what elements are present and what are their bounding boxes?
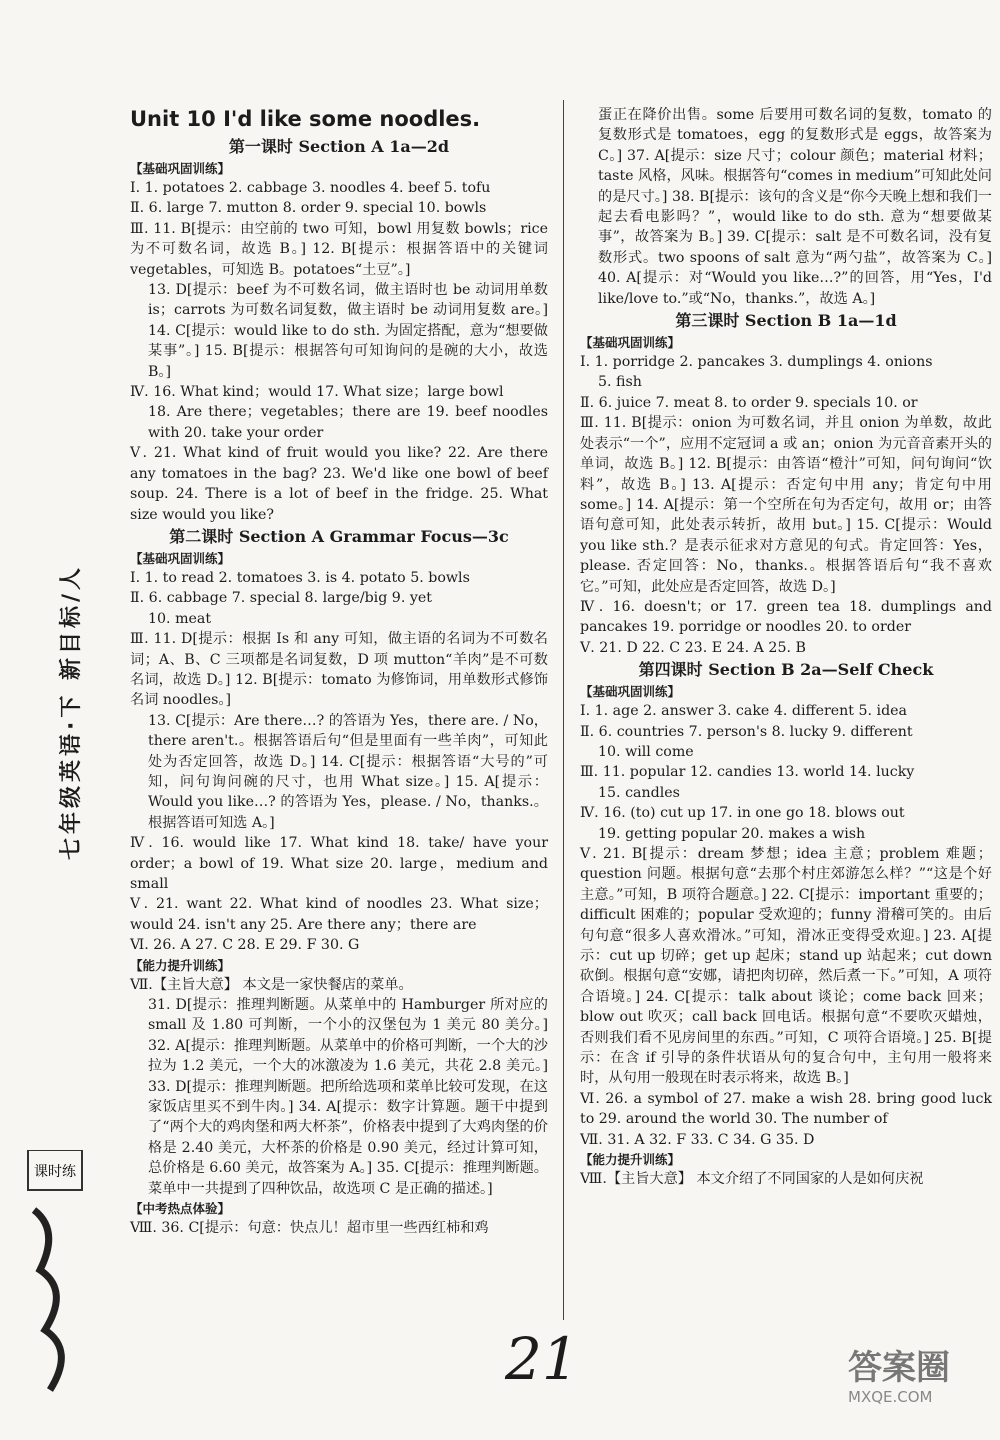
left-column	[130, 105, 548, 1239]
left-answer-line: Ⅴ. 21. want 22. What kind of noodles 23. What size；would 24. isn't any 25. Are there any；there are	[130, 896, 548, 933]
right-answer-line: Ⅱ. 6. juice 7. meat 8. to order 9. specials 10. or	[580, 394, 918, 411]
left-answer-line: Ⅶ.【主旨大意】 本文是一家快餐店的菜单。	[130, 976, 413, 993]
left-section-label: 【中考热点体验】	[130, 1201, 231, 1217]
left-answer-line: Ⅱ. 6. cabbage 7. special 8. large/big 9. yet	[130, 590, 432, 607]
left-answer-line: Ⅴ. 21. What kind of fruit would you like? 22. Are there any tomatoes in the bag? 23. We'd like one bowl of beef soup. 24. There is a lot of beef in the fridge. 25. What size would you like?	[130, 445, 548, 523]
right-answer-line: Ⅰ. 1. porridge 2. pancakes 3. dumplings 4. onions	[580, 354, 933, 371]
right-answer-line: Ⅳ. 16. (to) cut up 17. in one go 18. blows out	[580, 805, 905, 822]
watermark-url: MXQE.COM	[848, 1388, 933, 1406]
right-answer-line: Ⅰ. 1. age 2. answer 3. cake 4. different 5. idea	[580, 703, 908, 720]
left-section-label: 【基础巩固训练】	[130, 161, 231, 176]
right-answer-line: Ⅲ. 11. B[提示：onion 为可数名词，并且 onion 为单数，故此处表示“一个”，应用不定冠词 a 或 an；onion 为元音音素开头的单词，故选 B。] 12. B[提示：由答语“橙汁”可知，问句询问“饮料”，故选 B。] 13. A[提示：否定句中用 any；肯定句中用 some。] 14. A[提示：第一个空所在句为否定句，故用 or；由答语句意可知，此处表示转折，故用 but。] 15. C[提示：Would you like sth.？是表示征求对方意见的句式。肯定回答：Yes，please. 否定回答：No，thanks.。根据答语后句“我不喜欢它。”可知，此处应是否定回答，故选 D。]	[580, 415, 992, 595]
right-answer-line: Ⅶ. 31. A 32. F 33. C 34. G 35. D	[580, 1131, 815, 1148]
right-column-body	[580, 105, 992, 1190]
column-divider	[563, 100, 564, 1320]
left-answer-line: Ⅷ. 36. C[提示：句意：快点儿！超市里一些西红柿和鸡	[130, 1220, 489, 1237]
spine-title: 七年级英语·下 新目标/人	[59, 563, 84, 860]
right-answer-paragraph: 10. will come	[598, 743, 694, 760]
left-answer-line: Ⅵ. 26. A 27. C 28. E 29. F 30. G	[130, 937, 360, 954]
right-answer-line: Ⅴ. 21. B[提示：dream 梦想；idea 主意；problem 难题；question 问题。根据句意“去那个村庄郊游怎么样？”“这是个好主意。”可知，B 项符合题意。] 22. C[提示：important 重要的；difficult 困难的；popular 受欢迎的；funny 滑稽可笑的。由后句句意“很多人喜欢滑冰。”可知，滑冰正变得受欢迎。] 23. A[提示：cut up 切碎；get up 起床；stand up 站起来；cut down 砍倒。根据句意“安娜，请把肉切碎，然后煮一下。”可知，A 项符合语境。] 24. C[提示：talk about 谈论；come back 回来；blow out 吹灭；call back 回电话。根据句意“不要吹灭蜡烛，否则我们看不见房间里的东西。”可知，C 项符合语境。] 25. B[提示：在含 if 引导的条件状语从句的复合句中，主句用一般将来时，从句用一般现在时表示将来，故选 B。]	[580, 846, 992, 1087]
right-answer-line: Ⅱ. 6. countries 7. person's 8. lucky 9. different	[580, 723, 913, 740]
left-answer-line: Ⅳ. 16. What kind；would 17. What size；large bowl	[130, 384, 504, 401]
right-answer-line: Ⅴ. 21. D 22. C 23. E 24. A 25. B	[580, 639, 806, 656]
right-section-label: 【能力提升训练】	[580, 1152, 681, 1168]
right-answer-line: Ⅵ. 26. a symbol of 27. make a wish 28. bring good luck to 29. around the world 30. The number of	[580, 1090, 992, 1128]
page-number: 21	[505, 1325, 579, 1393]
left-answer-line: Ⅰ. 1. potatoes 2. cabbage 3. noodles 4. beef 5. tofu	[130, 180, 491, 196]
left-answer-line: Ⅰ. 1. to read 2. tomatoes 3. is 4. potato 5. bowls	[130, 569, 470, 586]
right-lesson-heading: 第三课时 Section B 1a—1d	[675, 311, 897, 331]
right-answer-paragraph: 15. candles	[598, 784, 680, 801]
watermark-logo: 答案圈	[848, 1348, 950, 1388]
left-answer-line: Ⅲ. 11. B[提示：由空前的 two 可知，bowl 用复数 bowls；rice 为不可数名词，故选 B。] 12. B[提示：根据答语中的关键词 vegetables，可知选 B。potatoes“土豆”。]	[130, 220, 548, 278]
right-answer-line: Ⅳ. 16. doesn't；or 17. green tea 18. dumplings and pancakes 19. porridge or noodles 20. to order	[580, 598, 992, 636]
left-answer-paragraph: 13. C[提示：Are there…? 的答语为 Yes，there are. / No，there aren't.。根据答语后句“但是里面有一些羊肉”，可知此处为否定回答，故选 D。] 14. C[提示：根据答语“大号的”可知，问句询问碗的尺寸，也用 What size。] 15. A[提示：Would you like…? 的答语为 Yes，please. / No，thanks.。根据答语可知选 A。]	[148, 712, 548, 831]
right-answer-line: Ⅷ.【主旨大意】 本文介绍了不同国家的人是如何庆祝	[580, 1171, 924, 1188]
left-answer-paragraph: 13. D[提示：beef 为不可数名词，做主语时也 be 动词用单数 is；carrots 为可数名词复数，做主语时 be 动词用复数 are。] 14. C[提示：would like to do sth. 为固定搭配，意为“想要做某事”。] 15. B[提示：根据答句可知询问的是碗的大小，故选 B。]	[148, 282, 548, 380]
left-lesson-heading: 第一课时 Section A 1a—2d	[228, 137, 450, 156]
left-answer-paragraph: 18. Are there；vegetables；there are 19. beef noodles with 20. take your order	[148, 404, 548, 441]
left-column-body	[130, 135, 548, 1239]
right-column	[580, 105, 992, 1190]
right-lesson-heading: 第四课时 Section B 2a—Self Check	[638, 660, 934, 680]
right-section-label: 【基础巩固训练】	[580, 335, 681, 351]
left-answer-line: Ⅲ. 11. D[提示：根据 Is 和 any 可知，做主语的名词为不可数名词；A、B、C 三项都是名词复数，D 项 mutton“羊肉”是不可数名词，故选 D。] 12. B[提示：tomato 为修饰词，用单数形式修饰名词 noodles。]	[130, 631, 548, 709]
left-lesson-heading: 第二课时 Section A Grammar Focus—3c	[169, 526, 509, 546]
right-section-label: 【基础巩固训练】	[580, 684, 681, 700]
left-answer-paragraph: 31. D[提示：推理判断题。从菜单中的 Hamburger 所对应的 small 及 1.80 可判断，一个小的汉堡包为 1 美元 80 美分。] 32. A[提示：推理判断题。从菜单中的价格可判断，一个大的沙拉为 1.2 美元，一个大的冰激凌为 1.6 美元，共花 2.8 美元。] 33. D[提示：推理判断题。把所给选项和菜单比较可发现，在这家饭店里买不到牛肉。] 34. A[提示：数字计算题。题干中提到了“两个大的鸡肉堡和两大杯茶”，价格表中提到了大鸡肉堡的价格是 2.40 美元，大杯茶的价格是 0.90 美元，经过计算可知，总价格是 6.60 美元，故答案为 A。] 35. C[提示：推理判断题。菜单中一共提到了四种饮品，故选项 C 是正确的描述。]	[148, 997, 548, 1197]
brand-logo	[20, 1150, 90, 1400]
left-section-label: 【基础巩固训练】	[130, 550, 231, 566]
right-answer-paragraph: 5. fish	[598, 374, 642, 391]
right-answer-line: Ⅲ. 11. popular 12. candies 13. world 14. lucky	[580, 764, 915, 781]
left-answer-paragraph: 10. meat	[148, 610, 212, 627]
right-answer-paragraph: 蛋正在降价出售。some 后要用可数名词的复数，tomato 的复数形式是 tomatoes，egg 的复数形式是 eggs，故答案为 C。] 37. A[提示：size 尺寸；colour 颜色；material 材料；taste 风格，风味。根据答句“comes in medium”可知此处问的是尺寸。] 38. B[提示：该句的含义是“你今天晚上想和我们一起去看电影吗？”，would like to do sth. 意为“想要做某事”，故答案为 B。] 39. C[提示：salt 是不可数名词，没有复数形式。two spoons of salt 意为“两勺盐”，故答案为 C。] 40. A[提示：对“Would you like…?”的回答，用“Yes，I'd like/love to.”或“No，thanks.”，故选 A。]	[598, 107, 992, 307]
left-answer-line: Ⅱ. 6. large 7. mutton 8. order 9. special 10. bowls	[130, 200, 487, 217]
left-section-label: 【能力提升训练】	[130, 957, 231, 973]
brand-logo-text: 课时练	[34, 1164, 76, 1180]
unit-title: Unit 10 I'd like some noodles.	[130, 107, 481, 131]
right-answer-paragraph: 19. getting popular 20. makes a wish	[598, 825, 866, 842]
left-answer-line: Ⅳ. 16. would like 17. What kind 18. take/ have your order；a bowl of 19. What size 20. large，medium and small	[130, 835, 548, 892]
